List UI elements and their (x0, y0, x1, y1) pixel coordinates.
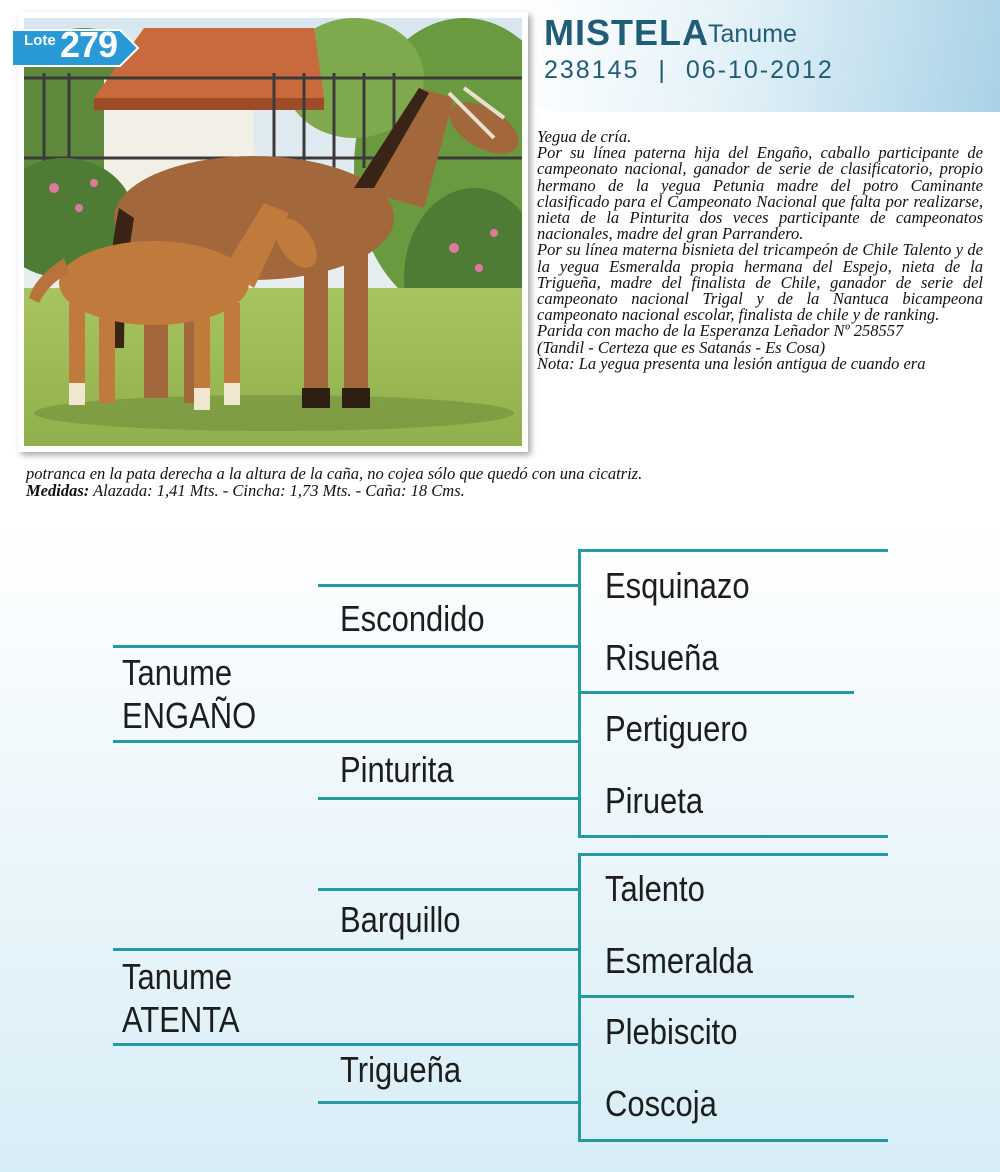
registration-separator: | (658, 56, 667, 84)
pedigree-line (318, 888, 580, 891)
pedigree-line (318, 797, 580, 800)
pedigree-great-grandparent: Plebiscito (605, 1011, 738, 1052)
pedigree-line (578, 691, 854, 694)
description (537, 129, 983, 372)
pedigree-great-grandparent: Pertiguero (605, 708, 748, 749)
pedigree-great-grandparent: Pirueta (605, 780, 704, 821)
pedigree-grandparent: Escondido (340, 598, 485, 639)
description-foal-pedigree: (Tandil - Certeza que es Satanás - Es Cosa) (537, 337, 826, 357)
pedigree-line (113, 1043, 580, 1046)
lot-label: Lote (24, 32, 56, 49)
description-type: Yegua de cría. (537, 127, 632, 146)
pedigree-great-grandparent: Risueña (605, 637, 719, 678)
horse-breeder: Tanume (708, 20, 797, 48)
description-foal: Parida con macho de la Esperanza Leñador Nº 258557 (537, 321, 904, 341)
lot-badge (12, 26, 142, 70)
pedigree-grandparent: Pinturita (340, 749, 454, 790)
pedigree-great-grandparent: Coscoja (605, 1083, 717, 1124)
pedigree-dam (122, 955, 240, 1041)
horse-photo (24, 18, 522, 446)
pedigree-great-grandparent: Esmeralda (605, 940, 753, 981)
measures-label: Medidas: (26, 481, 90, 500)
pedigree-sire (122, 651, 256, 737)
sire-name: ENGAÑO (122, 695, 257, 736)
pedigree-grandparent: Barquillo (340, 899, 461, 940)
horse-photo-frame (18, 12, 528, 452)
description-maternal: Por su línea materna bisnieta del tricampeón de Chile Talento y de la yegua Esmeralda propia hermana del Espejo, nieta de la Trigueña, madre del finalista de Chile, ganador de serie del campeonato nacional Trigal y de la Nantuca bicampeona campeonato nacional escolar, finalista de chile y de ranking. (537, 240, 983, 325)
dam-name: ATENTA (122, 999, 240, 1040)
pedigree-great-grandparent: Talento (605, 868, 705, 909)
pedigree-line (113, 740, 580, 743)
measures (26, 483, 986, 499)
description-note-start: Nota: La yegua presenta una lesión antigua de cuando era (537, 353, 926, 373)
birth-date: 06-10-2012 (685, 56, 834, 84)
dam-breeder: Tanume (122, 956, 233, 997)
description-paternal: Por su línea paterna hija del Engaño, caballo participante de campeonato nacional, ganador de serie de clasificatorio, propio hermano de la yegua Petunia madre del potro Caminante clasificado para el Campeonato Nacional que falta por realizarse, nieta de la Pinturita dos veces participante de campeonatos nacionales, madre del gran Parrandero. (537, 143, 983, 244)
pedigree-line (578, 1139, 888, 1142)
horse-name: MISTELA (544, 12, 709, 53)
registration-number: 238145 (544, 56, 640, 84)
pedigree-line (318, 1101, 580, 1104)
pedigree-line (113, 948, 580, 951)
measures-value: Alazada: 1,41 Mts. - Cincha: 1,73 Mts. - Caña: 18 Cms. (89, 481, 465, 500)
registration-line (544, 56, 834, 85)
description-note-end: potranca en la pata derecha a la altura de la caña, no cojea sólo que quedó con una cicatriz. (26, 464, 643, 483)
lot-number: 279 (60, 24, 118, 65)
sire-breeder: Tanume (122, 652, 233, 693)
pedigree-great-grandparent: Esquinazo (605, 565, 750, 606)
pedigree-line (578, 549, 888, 552)
pedigree-line (113, 645, 580, 648)
pedigree-line (578, 853, 888, 856)
pedigree-line (318, 584, 580, 587)
pedigree-line (578, 995, 854, 998)
pedigree-line (578, 835, 888, 838)
pedigree-grandparent: Trigueña (340, 1049, 462, 1090)
